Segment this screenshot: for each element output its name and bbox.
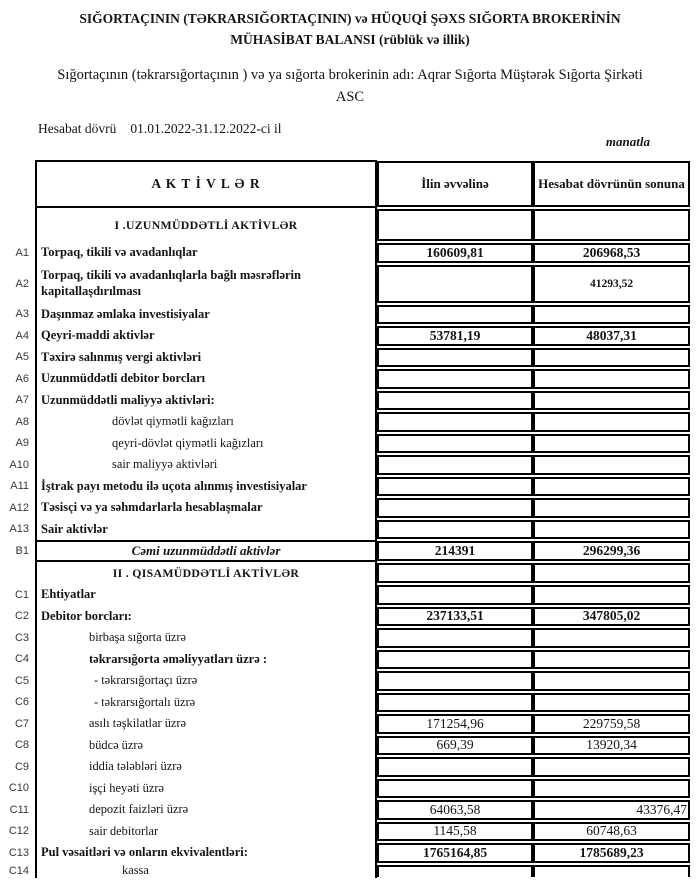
value-cell-end (533, 433, 690, 455)
value-end (533, 865, 690, 877)
value-begin (377, 585, 533, 605)
value-end: 41293,52 (533, 265, 690, 303)
value-cell-begin (377, 433, 533, 455)
row-code: A5 (15, 351, 29, 364)
value-cell-end (533, 735, 690, 757)
value-cell-end (533, 562, 690, 584)
value-begin: 171254,96 (377, 714, 533, 734)
row-code: C14 (8, 864, 29, 877)
column-header-begin: İlin əvvəlinə (377, 161, 533, 207)
table-row (0, 864, 690, 878)
value-cell-begin (377, 713, 533, 735)
value-end: 206968,53 (533, 243, 690, 263)
column-header-cell-end (533, 160, 690, 208)
row-code: C11 (9, 803, 29, 816)
table-body (0, 208, 690, 878)
value-cell-end (533, 497, 690, 519)
row-code: C10 (8, 782, 29, 795)
reporting-period-value: 01.01.2022-31.12.2022-ci il (130, 121, 282, 136)
value-begin: 214391 (377, 541, 533, 561)
row-label: Təsisçi və ya səhmdarlarla hesablaşmalar (35, 497, 377, 519)
row-code (0, 562, 35, 584)
row-label: təkrarsığorta əməliyyatları üzrə : (35, 649, 377, 671)
company-name-line1: Sığortaçının (təkrarsığortaçının ) və ya sığorta brokerinin adı: Aqrar Sığorta Müştərək Sığorta Şirkəti (57, 67, 643, 83)
row-label: Uzunmüddətli debitor borcları (35, 368, 377, 390)
value-cell-end (533, 347, 690, 369)
value-cell-end (533, 304, 690, 326)
row-label: işçi heyəti üzrə (35, 778, 377, 800)
row-code: C6 (14, 696, 29, 709)
row-label: sair maliyyə aktivləri (35, 454, 377, 476)
row-label: qeyri-dövlət qiymətli kağızları (35, 433, 377, 455)
value-end (533, 391, 690, 411)
value-cell-begin (377, 756, 533, 778)
table-row (0, 411, 690, 433)
row-label: Debitor borcları: (35, 606, 377, 628)
value-cell-end (533, 476, 690, 498)
value-cell-begin (377, 649, 533, 671)
row-label: İştrak payı metodu ilə uçota alınmış investisiyalar (35, 476, 377, 498)
row-code: A2 (15, 277, 29, 290)
value-cell-end (533, 756, 690, 778)
value-end: 60748,63 (533, 822, 690, 842)
row-label: Ehtiyatlar (35, 584, 377, 606)
row-label: Uzunmüddətli maliyyə aktivləri: (35, 390, 377, 412)
value-begin (377, 693, 533, 713)
table-row (0, 713, 690, 735)
row-code: A9 (15, 437, 29, 450)
row-label: depozit faizləri üzrə (35, 799, 377, 821)
value-cell-end (533, 454, 690, 476)
value-cell-begin (377, 692, 533, 714)
value-cell-begin (377, 519, 533, 541)
table-row (0, 799, 690, 821)
assets-column-header: A K T İ V L Ə R (35, 160, 377, 208)
table-row (0, 606, 690, 628)
table-row (0, 304, 690, 326)
value-cell-begin (377, 670, 533, 692)
company-name-line (20, 64, 680, 108)
table-row (0, 821, 690, 843)
value-cell-end (533, 411, 690, 433)
table-header-row (0, 160, 690, 208)
value-end: 43376,47 (533, 800, 690, 820)
table-row (0, 454, 690, 476)
value-cell-end (533, 778, 690, 800)
row-code (0, 160, 35, 208)
value-begin: 1145,58 (377, 822, 533, 842)
table-row (0, 670, 690, 692)
row-code: B1 (15, 545, 29, 557)
table-row (0, 842, 690, 864)
value-end (533, 585, 690, 605)
row-code: A7 (15, 394, 29, 407)
value-begin: 53781,19 (377, 326, 533, 346)
table-row (0, 208, 690, 242)
value-end (533, 455, 690, 475)
table-row (0, 735, 690, 757)
value-cell-begin (377, 584, 533, 606)
value-end: 347805,02 (533, 607, 690, 627)
value-cell-begin (377, 562, 533, 584)
value-cell-end (533, 390, 690, 412)
value-cell-begin (377, 842, 533, 864)
column-header-cell-begin (377, 160, 533, 208)
value-cell-end (533, 208, 690, 242)
document-title-line1: SIĞORTAÇININ (TƏKRARSIĞORTAÇININ) və HÜQUQİ ŞƏXS SIĞORTA BROKERİNİN (79, 11, 621, 26)
value-begin: 1765164,85 (377, 843, 533, 863)
row-label: kassa (35, 864, 377, 878)
value-begin: 64063,58 (377, 800, 533, 820)
value-cell-end (533, 325, 690, 347)
value-cell-begin (377, 208, 533, 242)
row-label: Torpaq, tikili və avadanlıqlar (35, 242, 377, 264)
value-begin (377, 265, 533, 303)
value-cell-end (533, 821, 690, 843)
value-end: 296299,36 (533, 541, 690, 561)
value-begin (377, 628, 533, 648)
value-cell-begin (377, 864, 533, 878)
value-begin (377, 455, 533, 475)
row-label: Pul vəsaitləri və onların ekvivalentləri: (35, 842, 377, 864)
value-cell-begin (377, 390, 533, 412)
value-begin: 237133,51 (377, 607, 533, 627)
value-cell-end (533, 606, 690, 628)
row-code: A1 (15, 246, 29, 259)
row-label: Sair aktivlər (35, 519, 377, 541)
row-label: birbaşa sığorta üzrə (35, 627, 377, 649)
currency-note: manatla (605, 134, 650, 149)
value-end (533, 348, 690, 368)
value-cell-begin (377, 497, 533, 519)
table-row (0, 756, 690, 778)
value-cell-begin (377, 821, 533, 843)
value-end (533, 779, 690, 799)
reporting-period-label: Hesabat dövrü (38, 121, 117, 136)
row-label: Təxirə salınmış vergi aktivləri (35, 347, 377, 369)
table-row (0, 476, 690, 498)
value-end (533, 563, 690, 583)
document-title (0, 8, 700, 50)
row-code: A11 (10, 480, 29, 493)
value-end (533, 305, 690, 325)
value-cell-begin (377, 347, 533, 369)
value-end (533, 209, 690, 241)
table-row (0, 584, 690, 606)
value-cell-end (533, 584, 690, 606)
value-cell-begin (377, 606, 533, 628)
row-code: A10 (9, 458, 29, 471)
row-code: C2 (14, 610, 29, 623)
row-code: A13 (9, 523, 29, 536)
value-begin (377, 563, 533, 583)
row-code: C5 (14, 674, 29, 687)
value-cell-end (533, 540, 690, 562)
value-cell-end (533, 368, 690, 390)
value-begin (377, 348, 533, 368)
document-title-line2: MÜHASİBAT BALANSI (rüblük və illik) (230, 32, 470, 47)
row-label: II . QISAMÜDDƏTLİ AKTİVLƏR (35, 562, 377, 584)
value-end: 13920,34 (533, 736, 690, 756)
row-code: A3 (15, 308, 29, 321)
value-end (533, 498, 690, 518)
value-begin (377, 305, 533, 325)
row-code: C7 (14, 717, 29, 730)
value-cell-end (533, 670, 690, 692)
row-label: Cəmi uzunmüddətli aktivlər (35, 540, 377, 562)
value-end (533, 520, 690, 540)
value-cell-begin (377, 242, 533, 264)
value-cell-end (533, 842, 690, 864)
row-label: Torpaq, tikili və avadanlıqlarla bağlı məsrəflərin kapitallaşdırılması (35, 264, 377, 304)
value-end: 229759,58 (533, 714, 690, 734)
table-row (0, 540, 690, 562)
value-end (533, 477, 690, 497)
value-end (533, 650, 690, 670)
row-code: C8 (14, 739, 29, 752)
value-cell-begin (377, 778, 533, 800)
table-row (0, 627, 690, 649)
row-code: A4 (15, 329, 29, 342)
row-code: C4 (14, 653, 29, 666)
value-end (533, 671, 690, 691)
row-label: - təkrarsığortaçı üzrə (35, 670, 377, 692)
row-code: C12 (8, 825, 29, 838)
table-row (0, 264, 690, 304)
table-row (0, 347, 690, 369)
value-cell-begin (377, 325, 533, 347)
row-label: - təkrarsığortalı üzrə (35, 692, 377, 714)
value-cell-end (533, 627, 690, 649)
value-end (533, 757, 690, 777)
value-cell-end (533, 713, 690, 735)
value-begin: 160609,81 (377, 243, 533, 263)
value-begin (377, 209, 533, 241)
value-begin (377, 650, 533, 670)
value-cell-begin (377, 799, 533, 821)
value-cell-begin (377, 304, 533, 326)
value-begin (377, 434, 533, 454)
row-code (0, 208, 35, 242)
row-code: A12 (9, 501, 29, 514)
company-name-line2: ASC (335, 89, 365, 105)
value-begin (377, 391, 533, 411)
value-begin (377, 498, 533, 518)
table-row (0, 692, 690, 714)
table-row (0, 433, 690, 455)
value-end (533, 628, 690, 648)
row-label: dövlət qiymətli kağızları (35, 411, 377, 433)
value-begin (377, 779, 533, 799)
row-label: Qeyri-maddi aktivlər (35, 325, 377, 347)
value-cell-begin (377, 476, 533, 498)
table-row (0, 368, 690, 390)
value-cell-end (533, 264, 690, 304)
table-row (0, 519, 690, 541)
value-begin: 669,39 (377, 736, 533, 756)
value-begin (377, 865, 533, 877)
table-row (0, 562, 690, 584)
column-header-end: Hesabat dövrünün sonuna (533, 161, 690, 207)
balance-table (0, 160, 690, 878)
table-row (0, 242, 690, 264)
table-row (0, 649, 690, 671)
value-end: 48037,31 (533, 326, 690, 346)
value-begin (377, 671, 533, 691)
value-begin (377, 412, 533, 432)
value-cell-end (533, 799, 690, 821)
row-code: A8 (15, 415, 29, 428)
row-label: sair debitorlar (35, 821, 377, 843)
row-code: C1 (14, 588, 29, 601)
row-label: Daşınmaz əmlaka investisiyalar (35, 304, 377, 326)
value-begin (377, 520, 533, 540)
reporting-period (38, 121, 281, 137)
row-label: iddia tələbləri üzrə (35, 756, 377, 778)
value-cell-end (533, 242, 690, 264)
value-cell-begin (377, 627, 533, 649)
value-end (533, 412, 690, 432)
value-begin (377, 477, 533, 497)
row-label: büdcə üzrə (35, 735, 377, 757)
value-end (533, 693, 690, 713)
value-cell-begin (377, 411, 533, 433)
row-code: C13 (8, 846, 29, 859)
value-cell-begin (377, 454, 533, 476)
value-cell-begin (377, 368, 533, 390)
value-cell-end (533, 649, 690, 671)
row-code: C3 (14, 631, 29, 644)
value-begin (377, 369, 533, 389)
row-label: I .UZUNMÜDDƏTLİ AKTİVLƏR (35, 208, 377, 242)
value-begin (377, 757, 533, 777)
table-row (0, 325, 690, 347)
row-code: C9 (14, 760, 29, 773)
value-cell-begin (377, 735, 533, 757)
row-label: asılı təşkilatlar üzrə (35, 713, 377, 735)
value-end: 1785689,23 (533, 843, 690, 863)
table-row (0, 497, 690, 519)
table-row (0, 778, 690, 800)
value-cell-end (533, 519, 690, 541)
value-cell-begin (377, 540, 533, 562)
row-code: A6 (15, 372, 29, 385)
value-end (533, 369, 690, 389)
value-cell-begin (377, 264, 533, 304)
table-row (0, 390, 690, 412)
value-end (533, 434, 690, 454)
value-cell-end (533, 692, 690, 714)
value-cell-end (533, 864, 690, 878)
